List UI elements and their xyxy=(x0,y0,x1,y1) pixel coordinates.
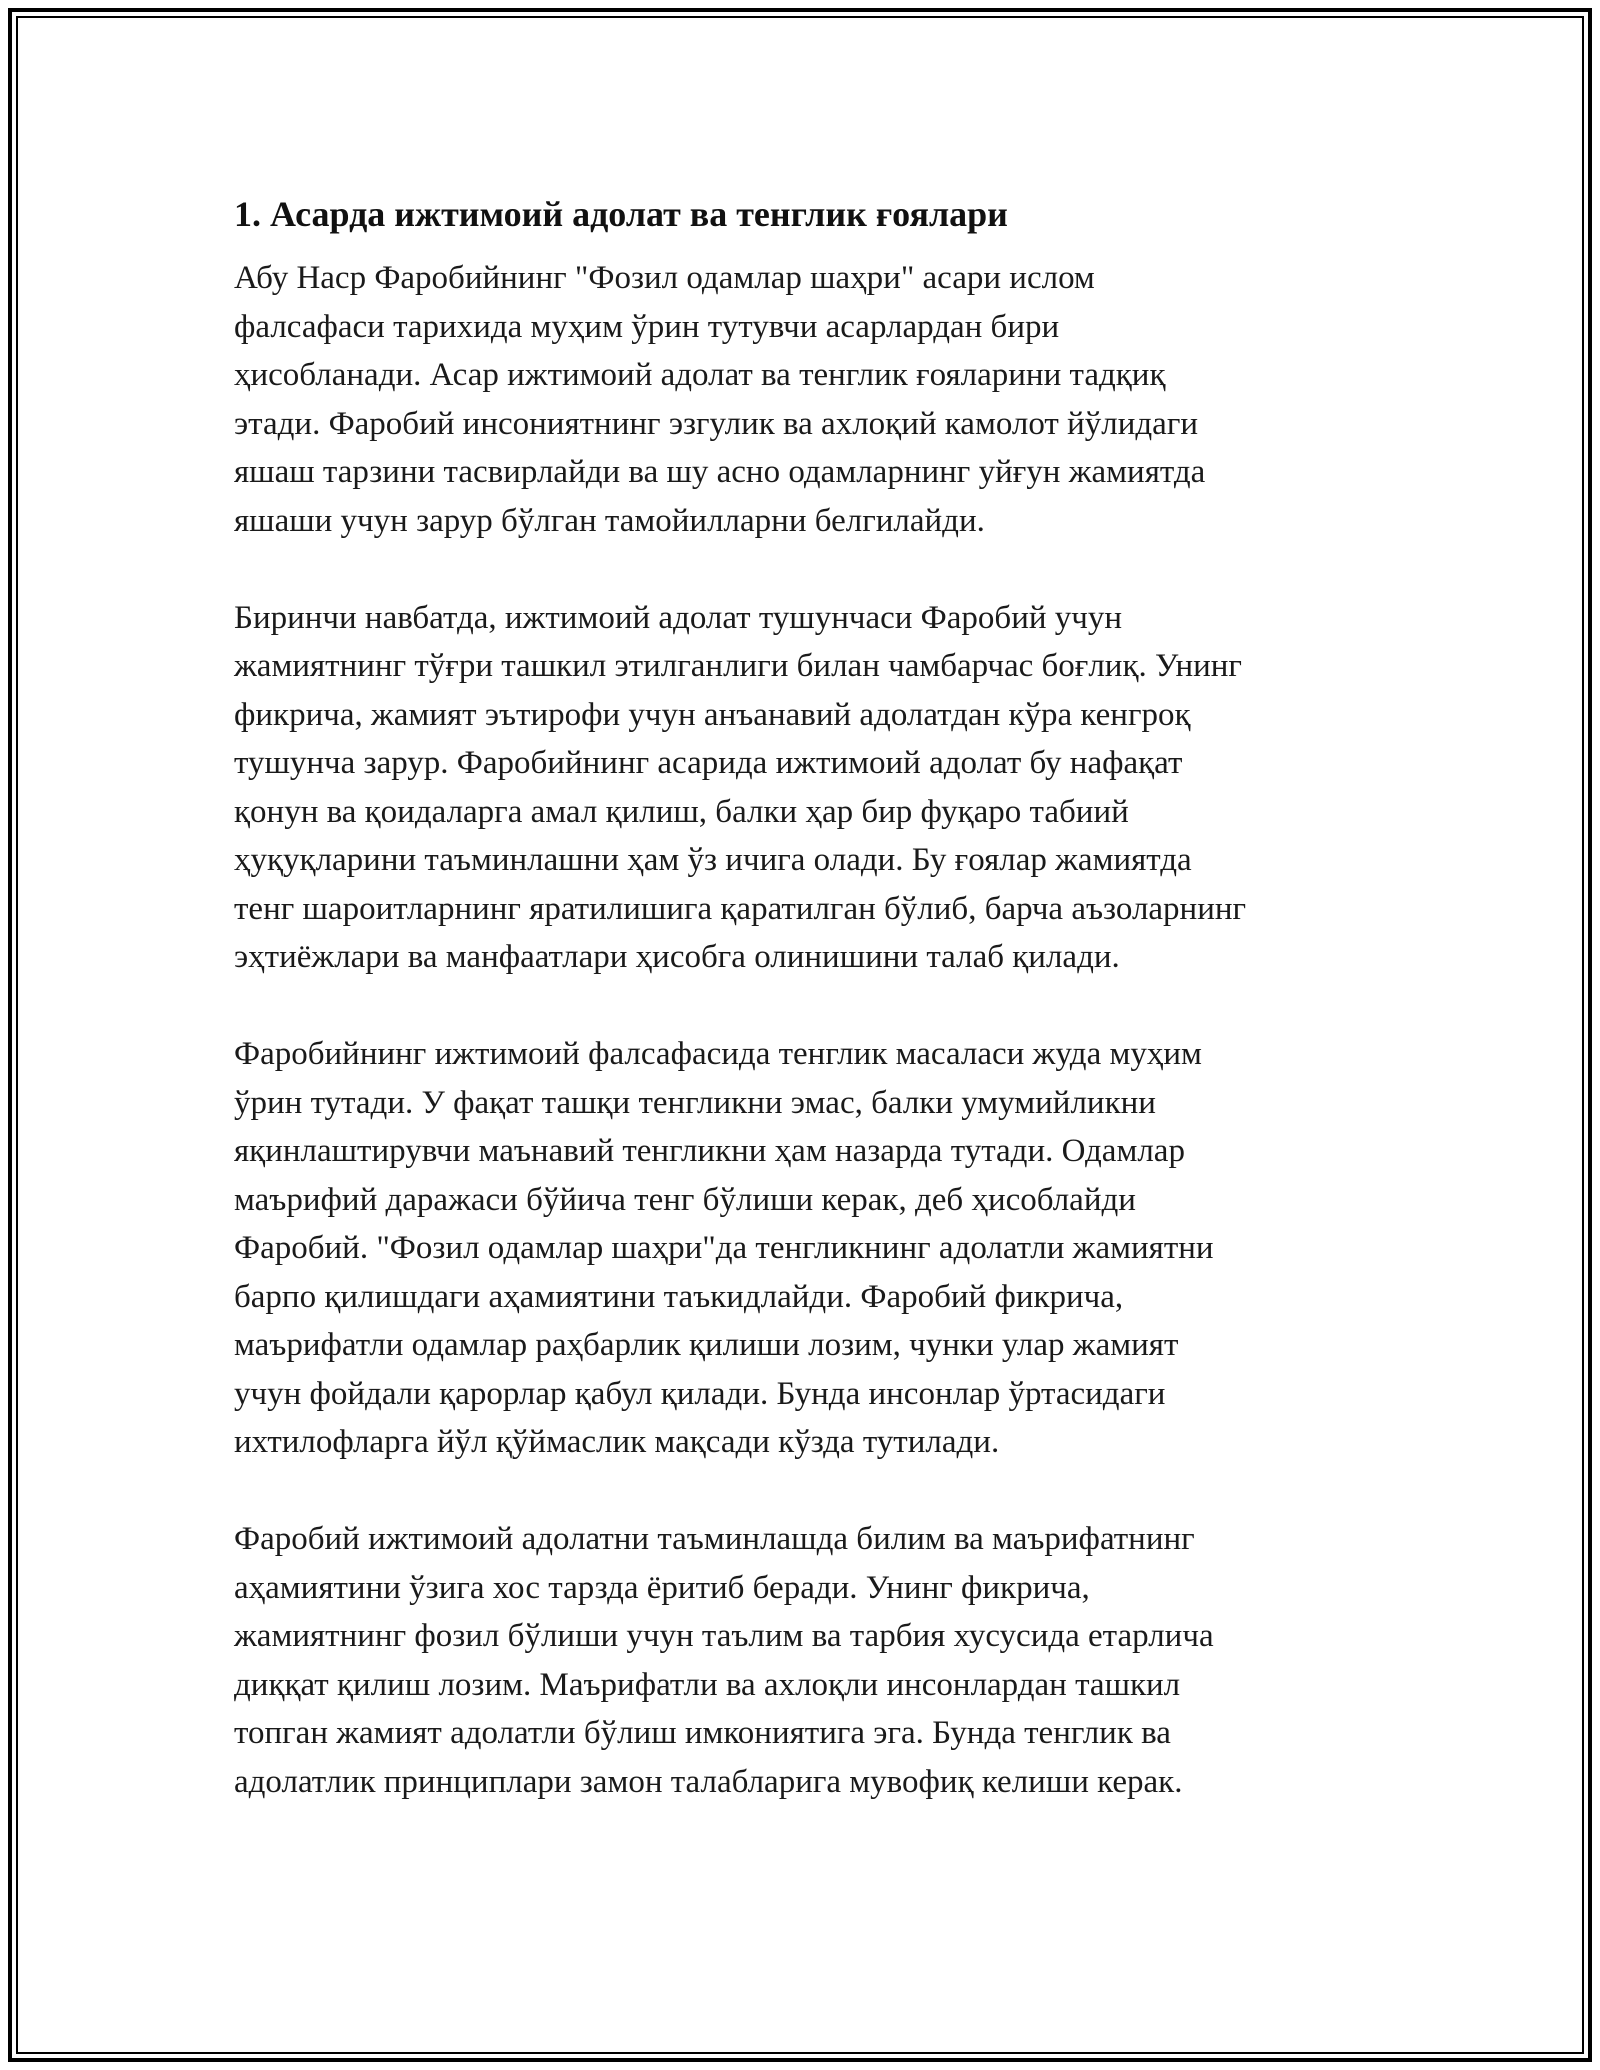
paragraph-4: Фаробий ижтимоий адолатни таъминлашда билим ва маърифатнинг аҳамиятини ўзига хос тарзда ёритиб беради. Унинг фикрича, жамиятнинг фозил бўлиши учун таълим ва тарбия хусусида етарлича диққат қилиш лозим. Маърифатли ва ахлоқли инсонлардан ташкил топган жамият адолатли бўлиш имкониятига эга. Бунда тенглик ва адолатлик принциплари замон талабларига мувофиқ келиши керак. xyxy=(234,1521,1214,1800)
paragraph-1: Абу Наср Фаробийнинг "Фозил одамлар шаҳри" асари ислом фалсафаси тарихида муҳим ўрин тутувчи асарлардан бири ҳисобланади. Асар ижтимоий адолат ва тенглик ғояларини тадқиқ этади. Фаробий инсониятнинг эзгулик ва ахлоқий камолот йўлидаги яшаш тарзини тасвирлайди ва шу асно одамларнинг уйғун жамиятда яшаши учун зарур бўлган тамойилларни белгилайди. xyxy=(234,260,1206,539)
section-heading: 1. Асарда ижтимоий адолат ва тенглик ғоялари xyxy=(234,194,1008,234)
paragraph-3: Фаробийнинг ижтимоий фалсафасида тенглик масаласи жуда муҳим ўрин тутади. У фақат ташқи тенгликни эмас, балки умумийликни яқинлаштирувчи маънавий тенгликни ҳам назарда тутади. Одамлар маърифий даражаси бўйича тенг бўлиши керак, деб ҳисоблайди Фаробий. "Фозил одамлар шаҳри"да тенгликнинг адолатли жамиятни барпо қилишдаги аҳамиятини таъкидлайди. Фаробий фикрича, маърифатли одамлар раҳбарлик қилиши лозим, чунки улар жамият учун фойдали қарорлар қабул қилади. Бунда инсонлар ўртасидаги ихтилофларга йўл қўймаслик мақсади кўзда тутилади. xyxy=(234,1036,1214,1460)
paragraph-2: Биринчи навбатда, ижтимоий адолат тушунчаси Фаробий учун жамиятнинг тўғри ташкил этилганлиги билан чамбарчас боғлиқ. Унинг фикрича, жамият эътирофи учун анъанавий адолатдан кўра кенгроқ тушунча зарур. Фаробийнинг асарида ижтимоий адолат бу нафақат қонун ва қоидаларга амал қилиш, балки ҳар бир фуқаро табиий ҳуқуқларини таъминлашни ҳам ўз ичига олади. Бу ғоялар жамиятда тенг шароитларнинг яратилишига қаратилган бўлиб, барча аъзоларнинг эҳтиёжлари ва манфаатлари ҳисобга олинишини талаб қилади. xyxy=(234,599,1247,975)
document-content xyxy=(234,186,1414,1855)
